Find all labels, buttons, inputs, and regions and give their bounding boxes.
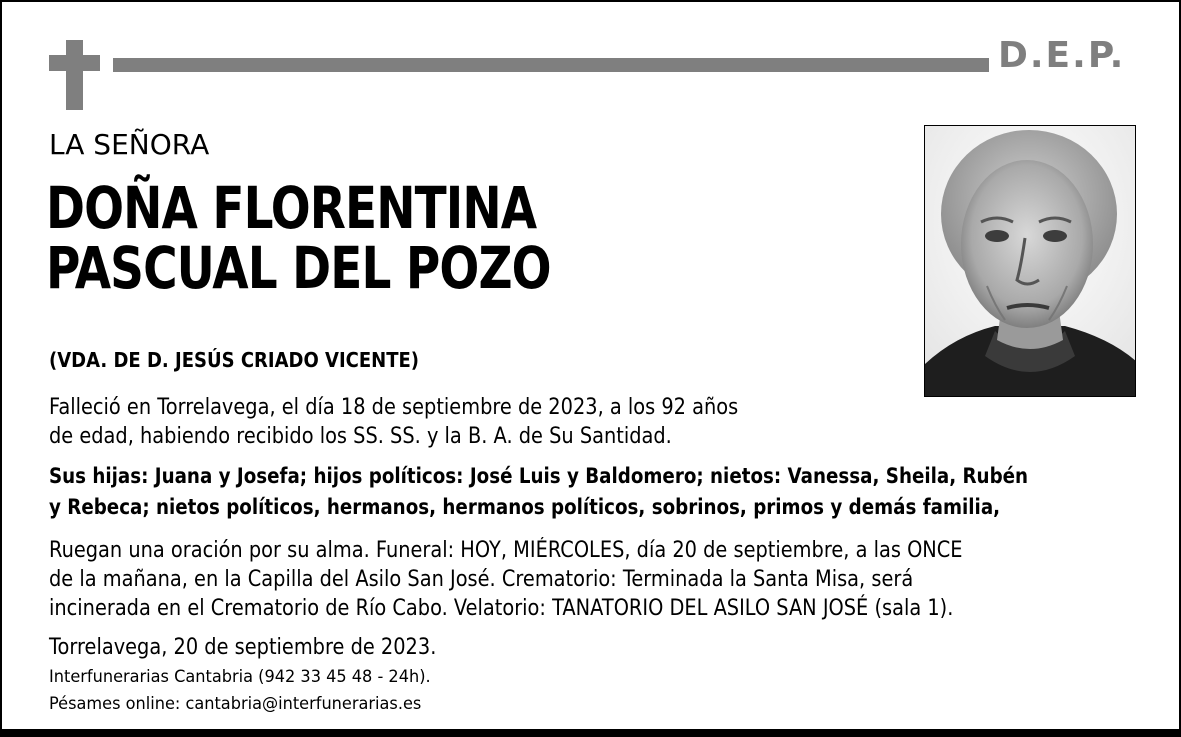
family-line-2: y Rebeca; nietos políticos, hermanos, hermanos políticos, sobrinos, primos y demás familia, xyxy=(49,495,1001,519)
service-line-3: incinerada en el Crematorio de Río Cabo. Velatorio: TANATORIO DEL ASILO SAN JOSÉ (sala 1). xyxy=(49,596,954,621)
condolences-email: Pésames online: cantabria@interfunerarias.es xyxy=(49,694,422,714)
service-paragraph xyxy=(49,536,963,623)
funeral-home-contact: Interfunerarias Cantabria (942 33 45 48 - 24h). xyxy=(49,667,431,687)
place-date: Torrelavega, 20 de septiembre de 2023. xyxy=(49,635,437,660)
death-paragraph xyxy=(49,393,738,451)
name-line-1: DOÑA FLORENTINA xyxy=(46,174,537,242)
death-line-1: Falleció en Torrelavega, el día 18 de septiembre de 2023, a los 92 años xyxy=(49,395,739,420)
header-rule xyxy=(113,58,989,72)
portrait-photo xyxy=(924,125,1136,397)
widow-of: (VDA. DE D. JESÚS CRIADO VICENTE) xyxy=(49,348,420,372)
name-line-2: PASCUAL DEL POZO xyxy=(46,234,551,302)
family-paragraph xyxy=(49,461,1028,523)
deceased-name xyxy=(46,174,551,302)
service-line-2: de la mañana, en la Capilla del Asilo San José. Crematorio: Terminada la Santa Misa, será xyxy=(49,567,914,592)
intro-text: LA SEÑORA xyxy=(49,128,210,161)
service-line-1: Ruegan una oración por su alma. Funeral: HOY, MIÉRCOLES, día 20 de septiembre, a las ONCE xyxy=(49,538,963,563)
dep-label: D.E.P. xyxy=(998,35,1126,76)
family-line-1: Sus hijas: Juana y Josefa; hijos políticos: José Luis y Baldomero; nietos: Vanessa, Sheila, Rubén xyxy=(49,464,1029,488)
death-line-2: de edad, habiendo recibido los SS. SS. y la B. A. de Su Santidad. xyxy=(49,424,672,449)
